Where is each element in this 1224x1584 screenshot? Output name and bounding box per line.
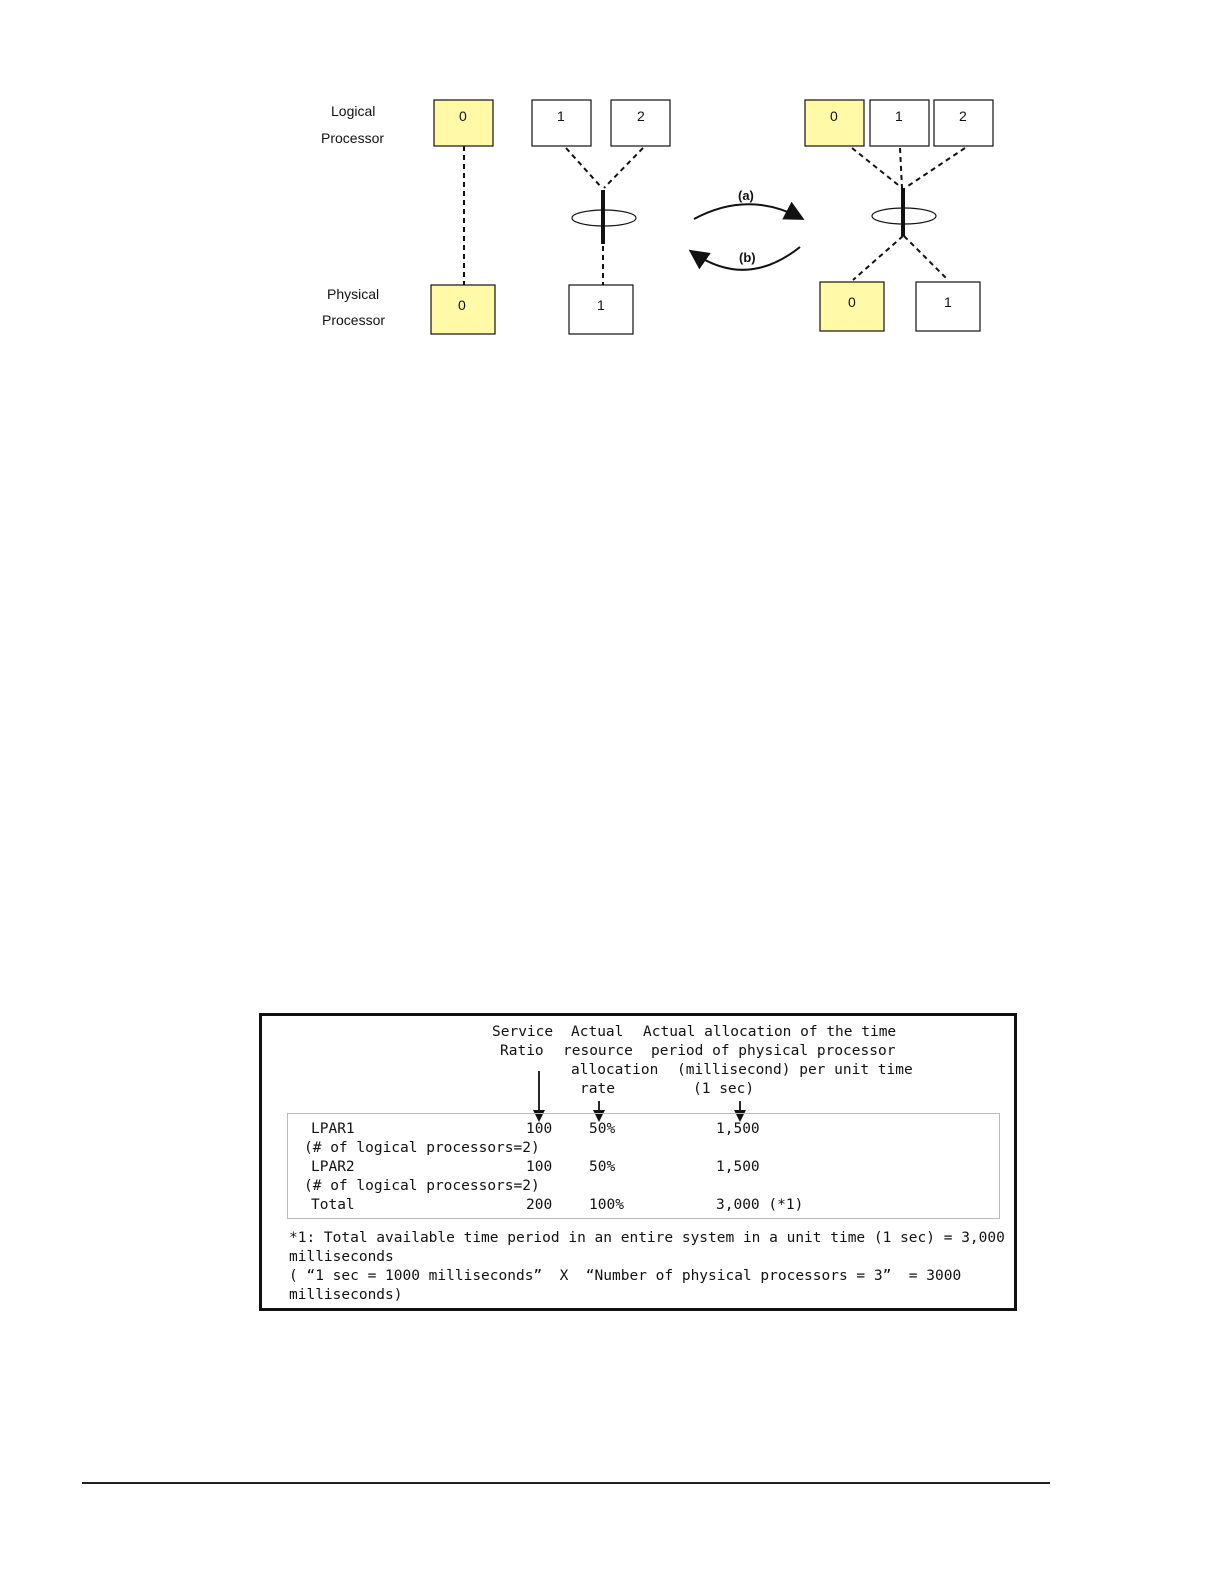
left-physical-num-0: 0 (458, 297, 466, 313)
row-total-name: Total (311, 1197, 355, 1213)
right-link-2 (905, 148, 965, 188)
right-link-p0 (853, 236, 903, 280)
header-actual-rate: Actual (571, 1024, 624, 1040)
row-lpar2-ratio: 100 (526, 1159, 553, 1175)
processor-mapping-diagram (0, 0, 1224, 380)
left-physical-num-1: 1 (597, 297, 605, 313)
footnote-line-1: *1: Total available time period in an entire system in a unit time (1 sec) = 3,000 (289, 1230, 1005, 1246)
row-lpar1-name: LPAR1 (311, 1121, 355, 1137)
footnote-line-3: ( “1 sec = 1000 milliseconds” X “Number of physical processors = 3” = 3000 (289, 1268, 962, 1284)
header-actual-rate-2: resource (563, 1043, 633, 1059)
left-logical-num-1: 1 (557, 108, 565, 124)
row-lpar2-rate: 50% (589, 1159, 616, 1175)
arrow-a-label: (a) (738, 188, 754, 203)
arrow-a (694, 204, 801, 219)
header-actual-time-3: (millisecond) per unit time (677, 1062, 913, 1078)
row-total-rate: 100% (589, 1197, 624, 1213)
left-logical-num-2: 2 (637, 108, 645, 124)
page-footer-rule (82, 1482, 1050, 1484)
left-logical-num-0: 0 (459, 108, 467, 124)
row-lpar2-time: 1,500 (716, 1159, 760, 1175)
left-link-1a (566, 148, 602, 188)
right-link-1 (900, 148, 902, 188)
header-service-ratio-2: Ratio (500, 1043, 544, 1059)
right-link-0 (852, 148, 902, 188)
physical-label-2: Processor (322, 312, 386, 328)
allocation-table-figure (259, 1013, 1017, 1311)
physical-label: Physical (327, 286, 380, 302)
diagram-graphics (0, 0, 1224, 380)
row-lpar1-time: 1,500 (716, 1121, 760, 1137)
header-service-ratio: Service (492, 1024, 554, 1040)
logical-label-2: Processor (321, 130, 385, 146)
logical-label: Logical (331, 103, 376, 119)
right-logical-num-1: 1 (895, 108, 903, 124)
header-actual-time: Actual allocation of the time (643, 1024, 897, 1040)
header-arrows (262, 1016, 1020, 1126)
header-actual-rate-3: allocation (571, 1062, 659, 1078)
row-lpar2-sub: (# of logical processors=2) (304, 1178, 540, 1194)
header-actual-rate-4: rate (580, 1081, 615, 1097)
header-actual-time-4: (1 sec) (693, 1081, 755, 1097)
left-link-1b (604, 148, 643, 188)
arrow-b-label: (b) (739, 250, 756, 265)
row-lpar1-rate: 50% (589, 1121, 616, 1137)
row-lpar2-name: LPAR2 (311, 1159, 355, 1175)
right-logical-num-2: 2 (959, 108, 967, 124)
right-physical-num-1: 1 (944, 294, 952, 310)
row-lpar1-sub: (# of logical processors=2) (304, 1140, 540, 1156)
footnote-line-2: milliseconds (289, 1249, 394, 1265)
footnote-line-4: milliseconds) (289, 1287, 403, 1303)
right-logical-num-0: 0 (830, 108, 838, 124)
right-physical-num-0: 0 (848, 294, 856, 310)
data-rows-box (287, 1113, 1000, 1219)
row-total-ratio: 200 (526, 1197, 553, 1213)
row-total-time: 3,000 (*1) (716, 1197, 804, 1213)
header-actual-time-2: period of physical processor (651, 1043, 896, 1059)
row-lpar1-ratio: 100 (526, 1121, 553, 1137)
right-link-p1 (904, 236, 948, 280)
